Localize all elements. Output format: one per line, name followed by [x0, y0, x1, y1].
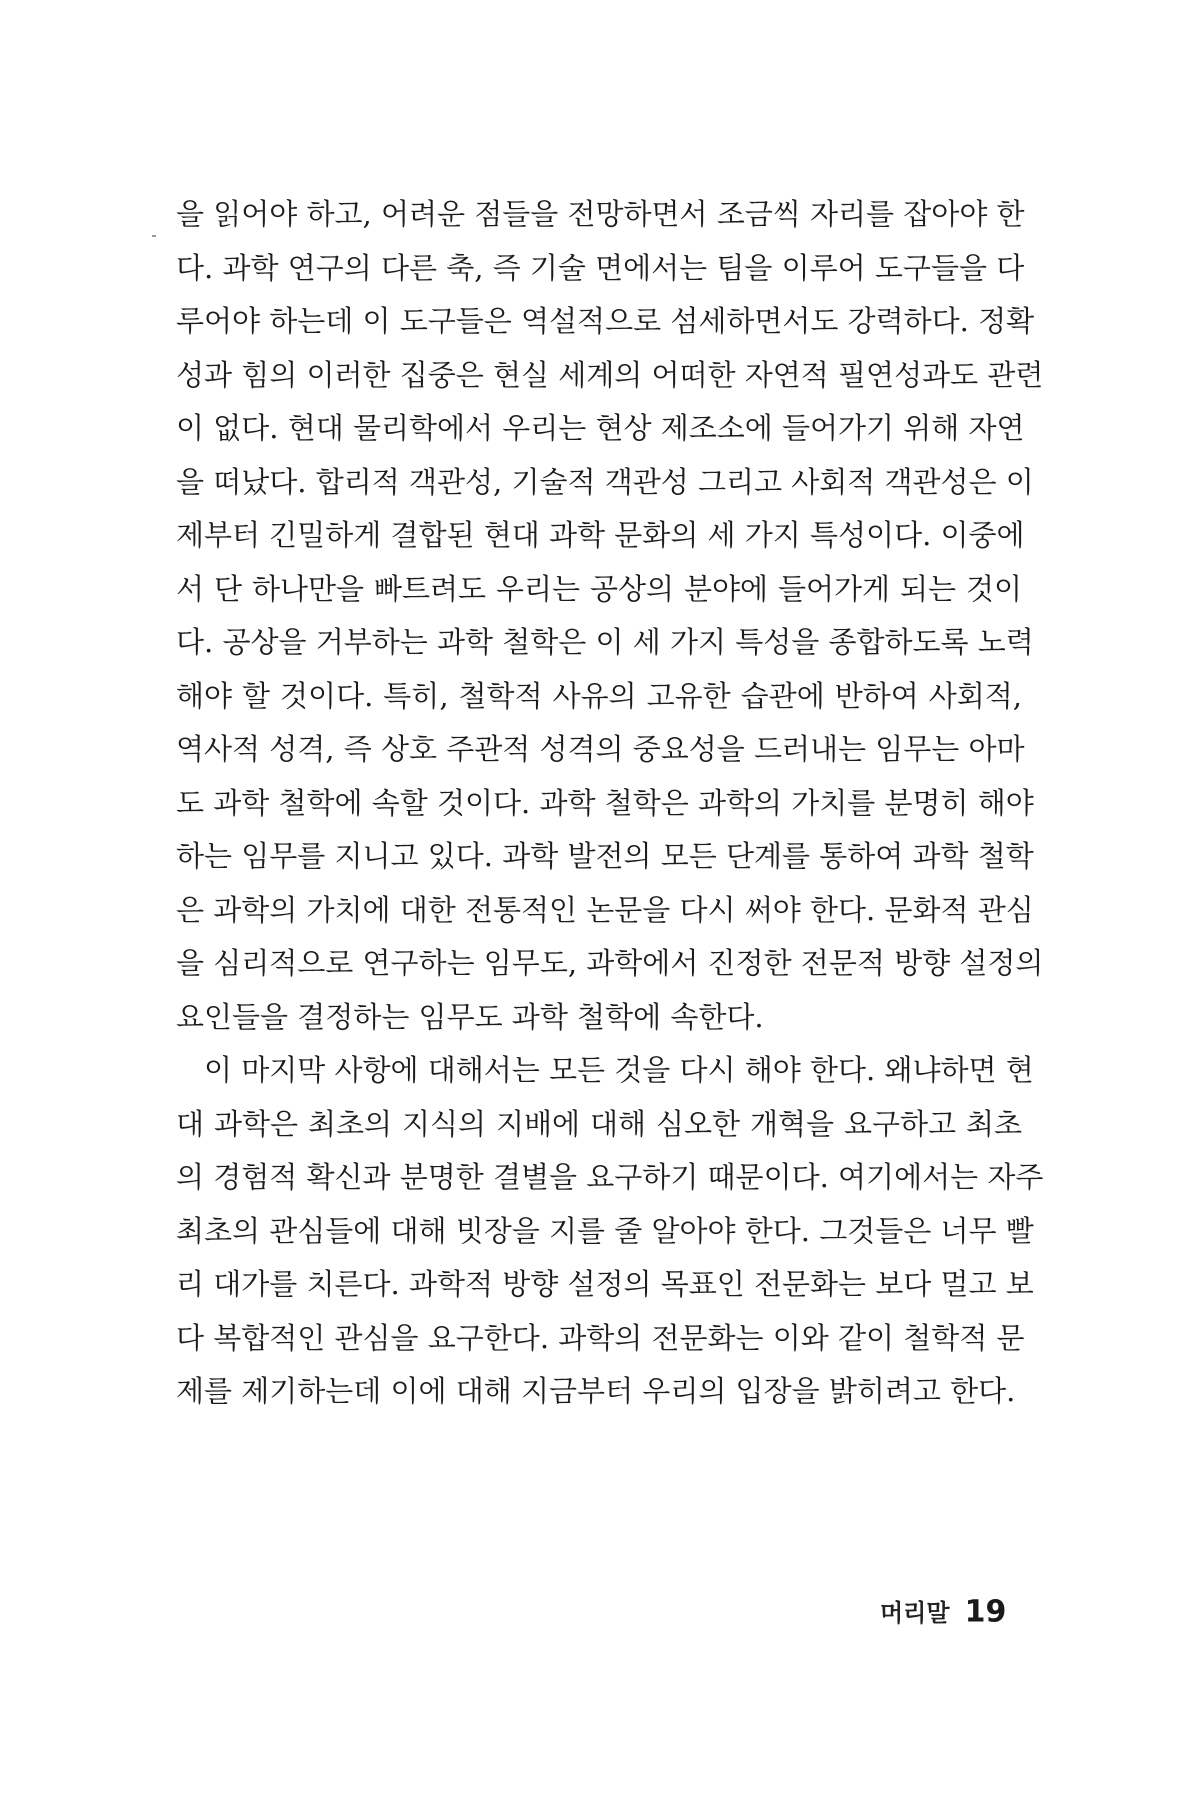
text-line: 하는 임무를 지니고 있다. 과학 발전의 모든 단계를 통하여 과학 철학: [176, 839, 1034, 873]
text-line: 다. 공상을 거부하는 과학 철학은 이 세 가지 특성을 종합하도록 노력: [176, 625, 1034, 659]
text-line: 이 없다. 현대 물리학에서 우리는 현상 제조소에 들어가기 위해 자연: [176, 411, 1025, 445]
text-line: 은 과학의 가치에 대한 전통적인 논문을 다시 써야 한다. 문화적 관심: [176, 892, 1034, 927]
text-line: 다. 과학 연구의 다른 축, 즉 기술 면에서는 팀을 이루어 도구들을 다: [176, 250, 1025, 285]
text-line: 을 읽어야 하고, 어려운 점들을 전망하면서 조금씩 자리를 잡아야 한: [176, 197, 1025, 231]
text-line: 제부터 긴밀하게 결합된 현대 과학 문화의 세 가지 특성이다. 이중에: [176, 518, 1025, 552]
text-line: 다 복합적인 관심을 요구한다. 과학의 전문화는 이와 같이 철학적 문: [176, 1320, 1025, 1355]
page-footer: [880, 1592, 1007, 1632]
body-text: [176, 188, 1044, 1419]
text-line: 성과 힘의 이러한 집중은 현실 세계의 어떠한 자연적 필연성과도 관련: [176, 357, 1044, 392]
text-line: 최초의 관심들에 대해 빗장을 지를 줄 알아야 한다. 그것들은 너무 빨: [176, 1213, 1034, 1248]
text-line: 루어야 하는데 이 도구들은 역설적으로 섬세하면서도 강력하다. 정확: [176, 304, 1035, 338]
paragraph-2: [176, 1044, 1044, 1419]
text-line: 을 떠났다. 합리적 객관성, 기술적 객관성 그리고 사회적 객관성은 이: [176, 464, 1034, 499]
running-head: 머리말: [880, 1598, 950, 1627]
text-line: 을 심리적으로 연구하는 임무도, 과학에서 진정한 전문적 방향 설정의: [176, 946, 1044, 980]
text-line: 요인들을 결정하는 임무도 과학 철학에 속한다.: [176, 999, 764, 1034]
text-line: 대 과학은 최초의 지식의 지배에 대해 심오한 개혁을 요구하고 최초: [176, 1106, 1022, 1141]
text-line: 의 경험적 확신과 분명한 결별을 요구하기 때문이다. 여기에서는 자주: [176, 1160, 1044, 1194]
text-line: 서 단 하나만을 빠트려도 우리는 공상의 분야에 들어가게 되는 것이: [176, 571, 1022, 606]
text-line: 리 대가를 치른다. 과학적 방향 설정의 목표인 전문화는 보다 멀고 보: [176, 1267, 1034, 1301]
text-line: 도 과학 철학에 속할 것이다. 과학 철학은 과학의 가치를 분명히 해야: [176, 785, 1034, 820]
margin-mark: [152, 235, 156, 237]
text-line: 이 마지막 사항에 대해서는 모든 것을 다시 해야 한다. 왜냐하면 현: [204, 1053, 1034, 1087]
text-line: 해야 할 것이다. 특히, 철학적 사유의 고유한 습관에 반하여 사회적,: [176, 678, 1022, 713]
text-line: 제를 제기하는데 이에 대해 지금부터 우리의 입장을 밝히려고 한다.: [176, 1374, 1016, 1408]
text-line: 역사적 성격, 즉 상호 주관적 성격의 중요성을 드러내는 임무는 아마: [176, 732, 1025, 766]
paragraph-1: [176, 188, 1044, 1044]
page-number: 19: [964, 1594, 1007, 1630]
